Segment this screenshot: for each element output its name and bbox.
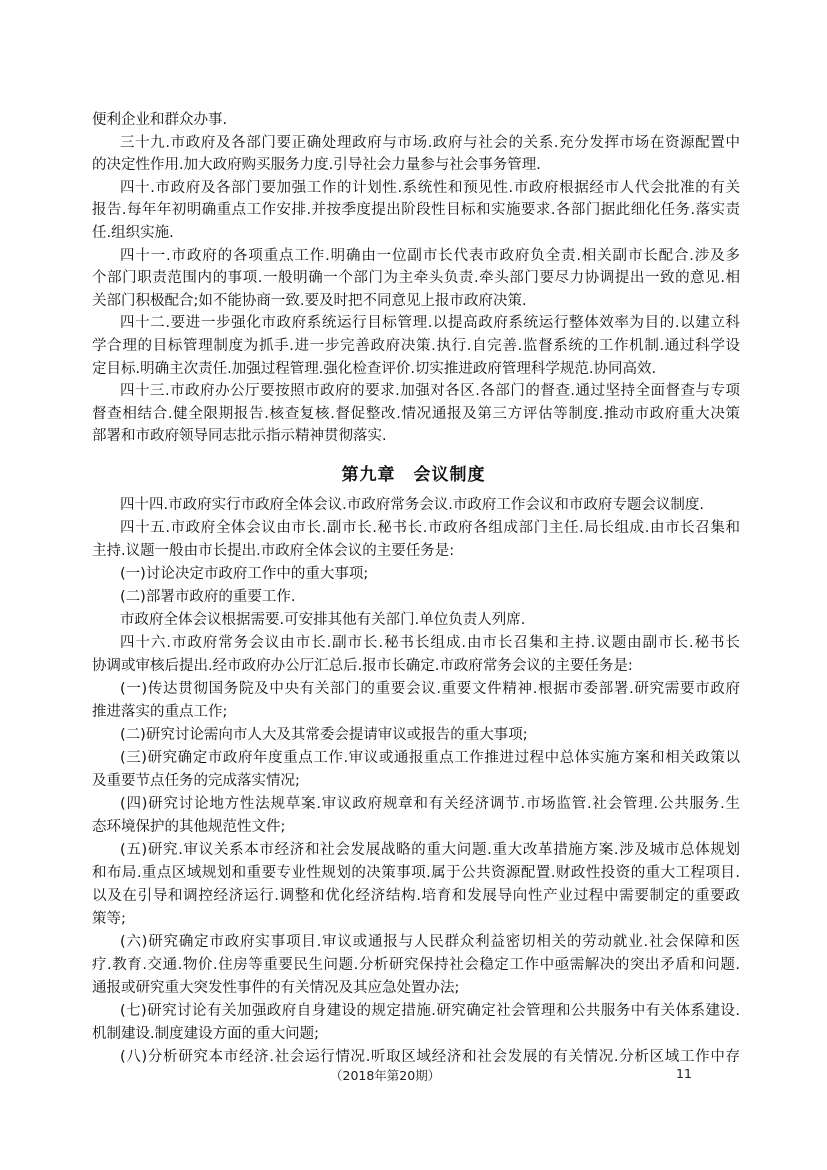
text-line: 和布局.重点区域规划和重要专业性规划的决策事项.属于公共资源配置.财政性投资的重大工程项目. [92,865,740,881]
text-line: (二)部署市政府的重要工作. [120,589,296,605]
text-line: 个部门职责范围内的事项.一般明确一个部门为主牵头负责.牵头部门要尽力协调提出一致的意见.相 [92,270,740,287]
text-line: 任.组织实施. [92,225,174,241]
text-line: 以及在引导和调控经济运行.调整和优化经济结构.培育和发展导向性产业过程中需要制定的重要政 [92,888,740,904]
text-line: 四十四.市政府实行市政府全体会议.市政府常务会议.市政府工作会议和市政府专题会议制度. [120,497,704,513]
text-line: 协调或审核后提出.经市政府办公厅汇总后.报市长确定.市政府常务会议的主要任务是: [92,658,633,674]
text-line: 策等; [92,911,126,927]
footer-page-number: 11 [676,1066,692,1081]
text-line: 通报或研究重大突发性事件的有关情况及其应急处置办法; [92,980,460,996]
text-line: 四十一.市政府的各项重点工作.明确由一位副市长代表市政府负全责.相关副市长配合.涉及多 [120,247,740,264]
text-line: 督查相结合.健全限期报告.核查复核.督促整改.情况通报及第三方评估等制度.推动市政府重大决策 [92,405,740,422]
text-line: 四十五.市政府全体会议由市长.副市长.秘书长.市政府各组成部门主任.局长组成.由市长召集和 [120,520,740,536]
text-line: 部署和市政府领导同志批示指示精神贯彻落实. [92,428,387,445]
text-line: 四十二.要进一步强化市政府系统运行目标管理.以提高政府系统运行整体效率为目的.以建立科 [120,315,740,332]
text-line: (一)传达贯彻国务院及中央有关部门的重要会议.重要文件精神.根据市委部署.研究需要市政府 [120,681,740,697]
text-line: (五)研究.审议关系本市经济和社会发展战略的重大问题.重大改革措施方案.涉及城市总体规划 [120,842,740,858]
text-line: 态环境保护的其他规范性文件; [92,819,286,835]
text-line: 疗.教育.交通.物价.住房等重要民生问题.分析研究保持社会稳定工作中亟需解决的突出矛盾和问题. [92,957,740,973]
text-line: 三十九.市政府及各部门要正确处理政府与市场.政府与社会的关系.充分发挥市场在资源配置中 [120,134,740,151]
text-line: 推进落实的重点工作; [92,704,228,720]
text-line: 四十六.市政府常务会议由市长.副市长.秘书长组成.由市长召集和主持.议题由副市长.秘书长 [120,635,740,651]
text-line: 四十三.市政府办公厅要按照市政府的要求.加强对各区.各部门的督查.通过坚持全面督查与专项 [120,383,740,400]
text-line: 四十.市政府及各部门要加强工作的计划性.系统性和预见性.市政府根据经市人代会批准的有关 [120,179,740,196]
text-line: (三)研究确定市政府年度重点工作.审议或通报重点工作推进过程中总体实施方案和相关政策以 [120,750,740,766]
text-line: 关部门积极配合;如不能协商一致.要及时把不同意见上报市政府决策. [92,292,527,309]
text-line: (一)讨论决定市政府工作中的重大事项; [120,566,369,582]
text-line: 报告.每年年初明确重点工作安排.并按季度提出阶段性目标和实施要求.各部门据此细化任务.落实责 [92,202,740,219]
text-line: (四)研究讨论地方性法规草案.审议政府规章和有关经济调节.市场监管.社会管理.公共服务.生 [120,796,740,812]
footer-issue: （2018年第20期） [330,1068,441,1083]
text-line: 市政府全体会议根据需要.可安排其他有关部门.单位负责人列席. [120,612,526,628]
text-line: 及重要节点任务的完成落实情况; [92,773,300,789]
text-line: (二)研究讨论需向市人大及其常委会提请审议或报告的重大事项; [120,727,528,743]
text-line: 机制建设.制度建设方面的重大问题; [92,1026,319,1042]
text-line: 定目标.明确主次责任.加强过程管理.强化检查评价.切实推进政府管理科学规范.协同高效. [92,360,657,377]
text-line: (六)研究确定市政府实事项目.审议或通报与人民群众利益密切相关的劳动就业.社会保障和医 [120,934,740,950]
text-line: (八)分析研究本市经济.社会运行情况.听取区域经济和社会发展的有关情况.分析区域工作中存 [120,1049,740,1065]
chapter-title: 第九章 会议制度 [341,465,486,485]
text-line: (七)研究讨论有关加强政府自身建设的规定措施.研究确定社会管理和公共服务中有关体系建设. [120,1003,740,1019]
text-line: 主持.议题一般由市长提出.市政府全体会议的主要任务是: [92,543,455,559]
text-line: 的决定性作用.加大政府购买服务力度.引导社会力量参与社会事务管理. [92,157,541,174]
text-line: 便利企业和群众办事. [92,112,228,128]
text-line: 学合理的目标管理制度为抓手.进一步完善政府决策.执行.自完善.监督系统的工作机制.通过科学设 [92,338,740,354]
